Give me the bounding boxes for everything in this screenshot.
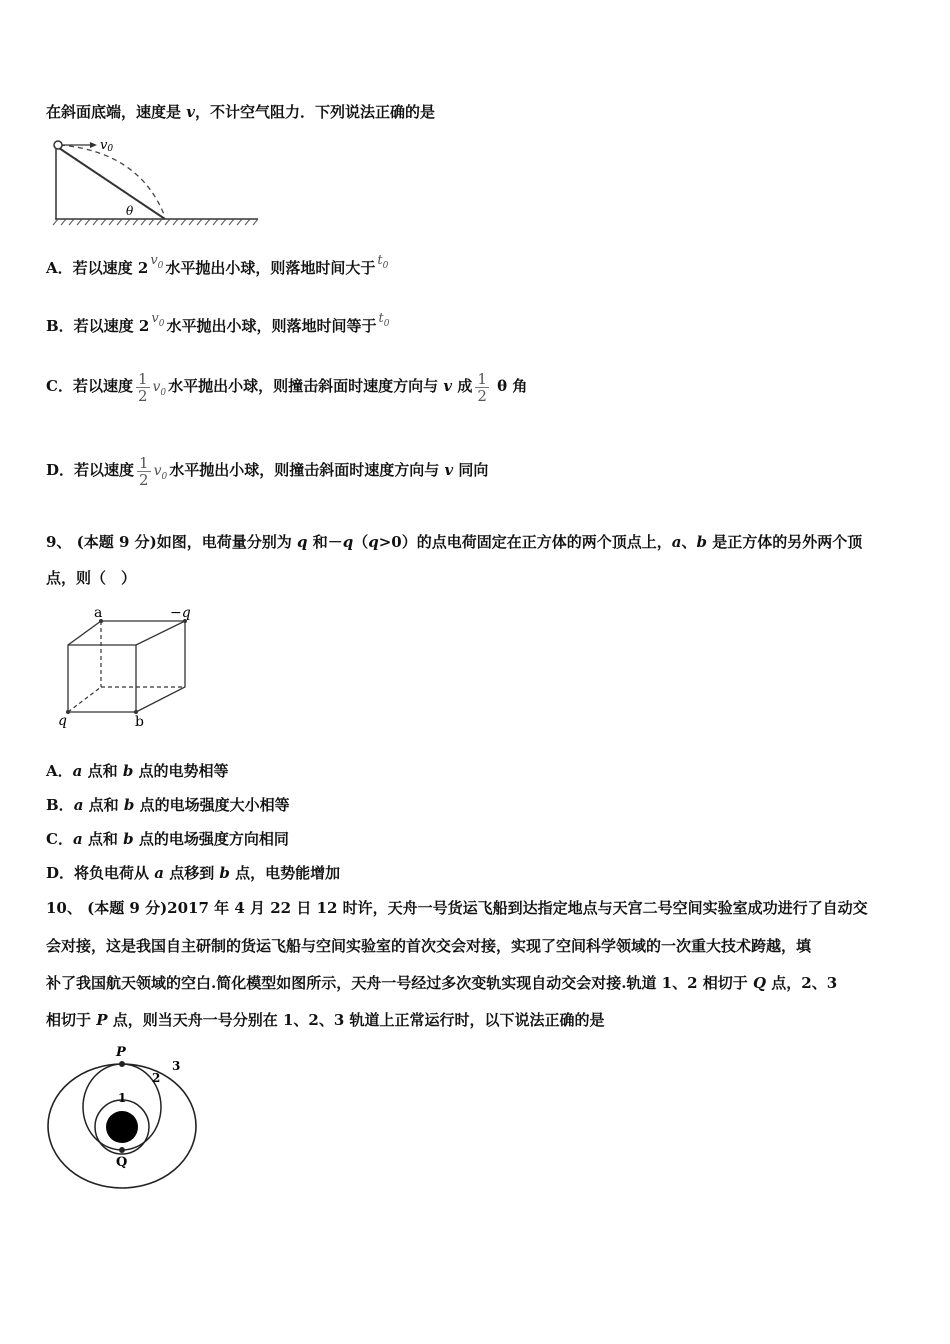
incline-figure (40, 130, 270, 230)
q9-stem-line2: 点，则（ ） (46, 569, 137, 587)
q10-stem-line3: 补了我国航天领域的空白.简化模型如图所示，天舟一号经过多次变轨实现自动交会对接.轨道 1、2 相切于 Q 点，2、3 (46, 974, 838, 992)
label-b: b (135, 714, 144, 730)
theta-label: θ (126, 204, 134, 218)
v0-label: v0 (100, 138, 114, 154)
label-P: P (116, 1045, 126, 1060)
q9-option-b: B．a 点和 b 点的电场强度大小相等 (46, 796, 290, 814)
cube-figure (52, 605, 202, 730)
label-orbit-1: 1 (118, 1091, 127, 1105)
q9-stem-line1: 9、 (本题 9 分)如图，电荷量分别为 q 和－q（q>0）的点电荷固定在正方体的两个顶点上，a、b 是正方体的另外两个顶 (46, 533, 863, 551)
option-d: D．若以速度 $\frac{1}{2}$ $v_0$ 水平抛出小球，则撞击斜面时速度方向与 v 同向 (46, 453, 489, 489)
ball (54, 141, 62, 149)
label-orbit-3: 3 (172, 1059, 181, 1073)
label-Q: Q (116, 1155, 128, 1170)
q9-option-c: C．a 点和 b 点的电场强度方向相同 (46, 830, 289, 848)
option-a: A．若以速度 2 $v_0$ 水平抛出小球，则落地时间大于 $t_0$ (46, 253, 389, 277)
q9-option-a: A．a 点和 b 点的电势相等 (46, 762, 229, 780)
label-orbit-2: 2 (152, 1071, 161, 1085)
q9-option-d: D．将负电荷从 a 点移到 b 点，电势能增加 (46, 864, 341, 882)
fraction-one-half: $\frac{1}{2}$ (477, 369, 487, 405)
fraction-one-half: $\frac{1}{2}$ (139, 453, 149, 489)
q10-stem-line1: 10、 (本题 9 分)2017 年 4 月 22 日 12 时许，天舟一号货运飞船到达指定地点与天宫二号空间实验室成功进行了自动交 (46, 899, 868, 917)
label-q: q (58, 713, 67, 729)
option-c: C．若以速度 $\frac{1}{2}$ $v_0$ 水平抛出小球，则撞击斜面时速度方向与 v 成 $\frac{1}{2}$ θ 角 (46, 369, 528, 405)
q10-stem-line4: 相切于 P 点，则当天舟一号分别在 1、2、3 轨道上正常运行时，以下说法正确的是 (46, 1011, 605, 1029)
option-b: B．若以速度 2 $v_0$ 水平抛出小球，则落地时间等于 $t_0$ (46, 311, 390, 335)
label-neg-q: −q (170, 605, 191, 621)
question-stem-continuation: 在斜面底端，速度是 v，不计空气阻力．下列说法正确的是 (46, 103, 435, 121)
fraction-one-half: $\frac{1}{2}$ (137, 369, 148, 405)
q10-stem-line2: 会对接，这是我国自主研制的货运飞船与空间实验室的首次交会对接，实现了空间科学领域的一次重大技术跨越，填 (46, 937, 812, 955)
earth (106, 1111, 138, 1143)
label-a: a (94, 605, 103, 621)
orbit-figure (44, 1040, 224, 1215)
